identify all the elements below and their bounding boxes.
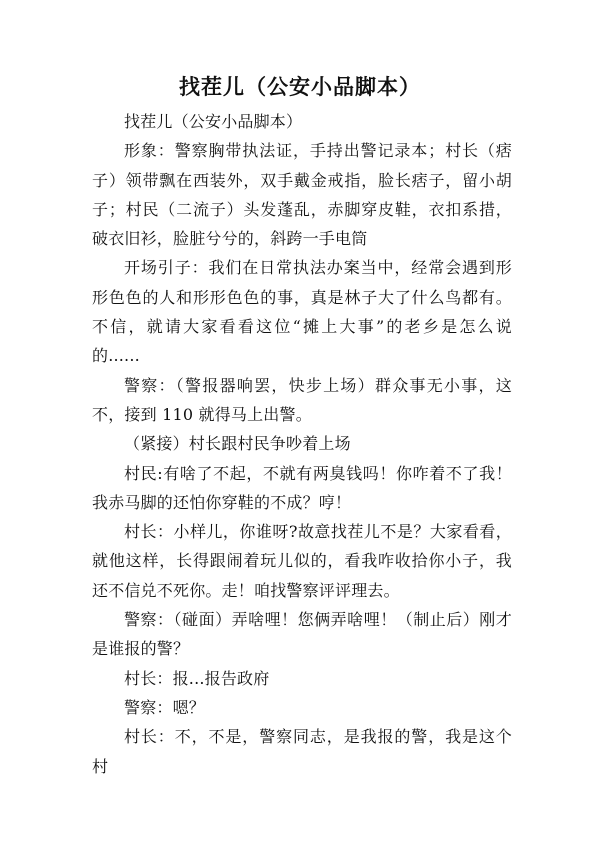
intro-paragraph: 开场引子：我们在日常执法办案当中，经常会遇到形形色色的人和形形色色的事，真是林子大了什么鸟都有。不信，就请大家看看这位“摊上大事”的老乡是怎么说的...... — [92, 258, 512, 366]
document-title: 找茬儿（公安小品脚本） — [179, 74, 421, 99]
characters-paragraph: 形象：警察胸带执法证，手持出警记录本；村长（痞子）领带飘在西装外，双手戴金戒指，脸长痞子，留小胡子；村民（二流子）头发蓬乱，赤脚穿皮鞋，衣扣系措，破衣旧衫，脸脏兮兮的，斜跨一手电筒 — [92, 141, 512, 249]
dialogue-paragraph: 村长：小样儿，你谁呀?故意找茬儿不是？大家看看，就他这样，长得跟闹着玩儿似的，看我咋收拾你小子，我还不信兑不死你。走！咱找警察评评理去。 — [92, 522, 512, 600]
subtitle-paragraph: 找茬儿（公安小品脚本） — [124, 112, 303, 131]
dialogue-paragraph: 村长：报...报告政府 — [124, 668, 270, 688]
dialogue-paragraph: 警察：（警报器响罢，快步上场）群众事无小事，这不，接到 110 就得马上出警。 — [92, 375, 512, 424]
dialogue-paragraph: 村民:有啥了不起，不就有两臭钱吗！你咋着不了我！我赤马脚的还怕你穿鞋的不成？哼！ — [92, 463, 512, 512]
dialogue-paragraph: 警察：嗯？ — [124, 697, 206, 717]
dialogue-paragraph: 警察：（碰面）弄啥哩！您俩弄啥哩！（制止后）刚才是谁报的警？ — [92, 610, 512, 659]
dialogue-paragraph: 村长：不，不是，警察同志，是我报的警，我是这个村 — [92, 727, 512, 776]
stage-direction-paragraph: （紧接）村长跟村民争吵着上场 — [124, 434, 351, 454]
document-body — [92, 107, 512, 781]
